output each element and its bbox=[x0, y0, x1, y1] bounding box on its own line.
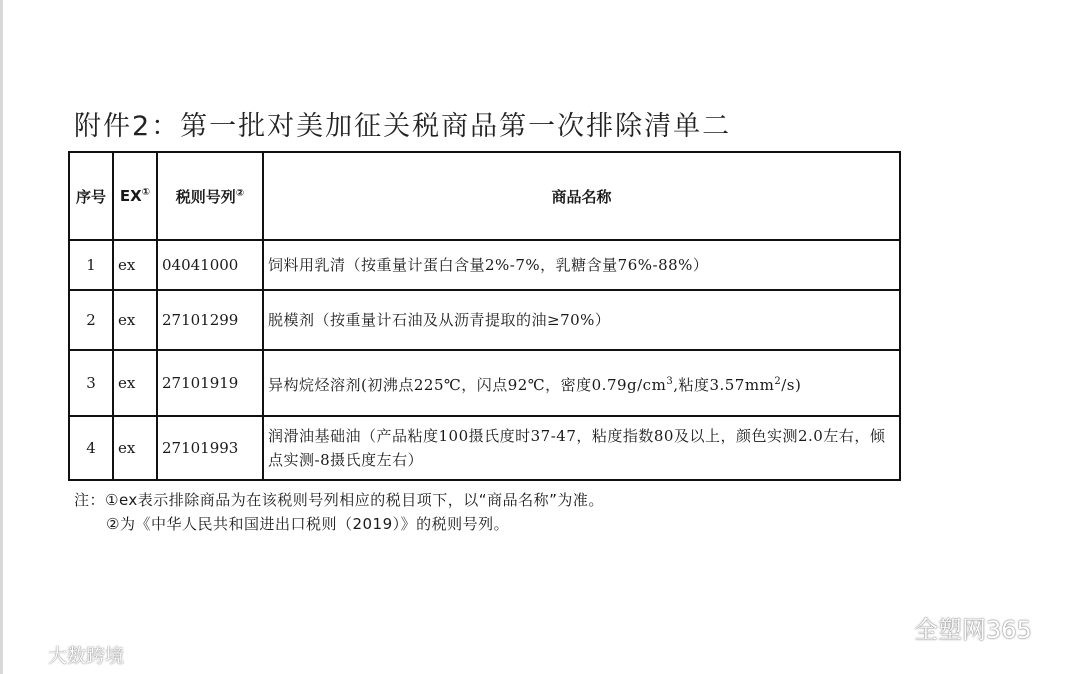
table-row bbox=[69, 240, 900, 290]
row-seq: 4 bbox=[69, 416, 113, 480]
watermark-left-text: 大数跨境 bbox=[48, 645, 125, 667]
row-ex: ex bbox=[113, 240, 157, 290]
footnotes bbox=[74, 488, 604, 536]
header-name: 商品名称 bbox=[263, 152, 900, 240]
document-title: 附件2：第一批对美加征关税商品第一次排除清单二 bbox=[74, 111, 732, 142]
table-header-row bbox=[69, 152, 900, 240]
row-name: 润滑油基础油（产品粘度100摄氏度时37-47，粘度指数80及以上，颜色实测2.0左右，倾点实测-8摄氏度左右） bbox=[263, 416, 900, 480]
row-name: 异构烷烃溶剂(初沸点225℃，闪点92℃，密度$0.79g/cm^3$,粘度$3.57mm^2/s$) bbox=[263, 350, 900, 416]
row-seq: 2 bbox=[69, 290, 113, 350]
watermark-right-text: 全塑网365 bbox=[914, 615, 1032, 644]
row-code: 27101919 bbox=[157, 350, 263, 416]
header-seq: 序号 bbox=[69, 152, 113, 240]
table-row bbox=[69, 416, 900, 480]
row-code: 27101993 bbox=[157, 416, 263, 480]
table-row bbox=[69, 350, 900, 416]
row-seq: 3 bbox=[69, 350, 113, 416]
footnote-1: 注：①ex表示排除商品为在该税则号列相应的税目项下，以“商品名称”为准。 bbox=[74, 491, 604, 509]
watermark-left bbox=[10, 640, 124, 669]
row-ex: ex bbox=[113, 290, 157, 350]
row-code: 27101299 bbox=[157, 290, 263, 350]
row-code: 04041000 bbox=[157, 240, 263, 290]
watermark-right bbox=[866, 608, 1032, 646]
row-name: 脱模剂（按重量计石油及从沥青提取的油≥70%） bbox=[263, 290, 900, 350]
row-ex: ex bbox=[113, 416, 157, 480]
header-code: 税则号列② bbox=[157, 152, 263, 240]
footnote-2: ②为《中华人民共和国进出口税则（2019）》的税则号列。 bbox=[106, 515, 510, 533]
header-ex: EX① bbox=[113, 152, 157, 240]
exclusion-table bbox=[68, 151, 901, 481]
wechat-icon bbox=[866, 608, 906, 646]
page-edge bbox=[0, 0, 3, 674]
table-row bbox=[69, 290, 900, 350]
weibo-icon bbox=[10, 640, 44, 669]
row-seq: 1 bbox=[69, 240, 113, 290]
row-name: 饲料用乳清（按重量计蛋白含量2%-7%，乳糖含量76%-88%） bbox=[263, 240, 900, 290]
row-ex: ex bbox=[113, 350, 157, 416]
